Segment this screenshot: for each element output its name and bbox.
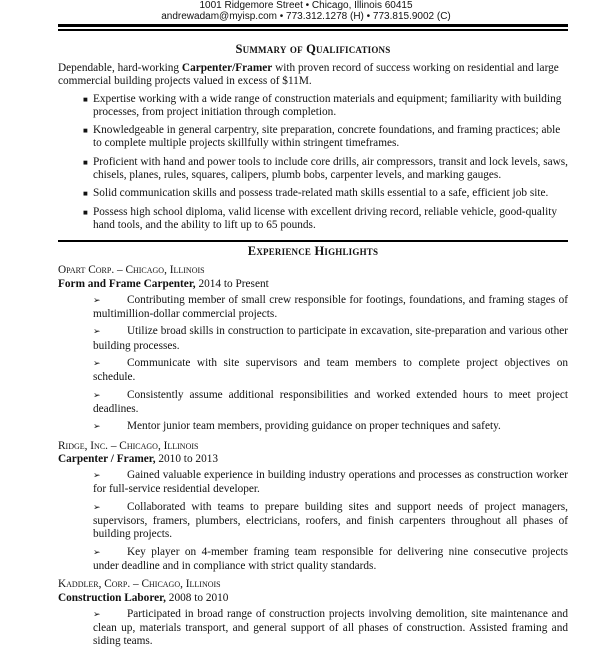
- qualification-item: ■ Proficient with hand and power tools to include core drills, air compressors, transit and lock levels, saws, chisels, planes, rules, squares, calipers, plumb bobs, carpenter levels, and marking gauges.: [83, 155, 568, 182]
- qualification-item: ■ Expertise working with a wide range of construction materials and equipment; familiarity with building processes, from project initiation through completion.: [83, 92, 562, 118]
- arrow-bullet-icon: ➢: [93, 547, 101, 558]
- job-title-line: Form and Frame Carpenter, 2014 to Present: [58, 277, 269, 290]
- job-entry: [58, 264, 568, 434]
- square-bullet-icon: ■: [83, 157, 88, 167]
- duty-item: ➢ Consistently assume additional responsibilities and worked extended hours to meet project deadlines.: [93, 388, 568, 415]
- duty-item: ➢ Participated in broad range of construction projects involving demolition, site maintenance and clean up, materials transport, and general support of all phases of construction. Assisted framing and siding teams.: [93, 607, 568, 648]
- duty-item: ➢ Communicate with site supervisors and team members to complete project objectives on schedule.: [93, 357, 568, 384]
- address: 1001 Ridgemore Street • Chicago, Illinois 60415: [199, 0, 413, 11]
- job-title-line: Construction Laborer, 2008 to 2010: [58, 591, 229, 604]
- arrow-bullet-icon: ➢: [93, 471, 101, 482]
- arrow-bullet-icon: ➢: [93, 502, 101, 513]
- qualification-item: ■ Knowledgeable in general carpentry, site preparation, concrete foundations, and framing practices; able to complete multiple projects skillfully within stringent timeframes.: [83, 124, 561, 150]
- job-duties: [58, 294, 568, 435]
- square-bullet-icon: ■: [83, 207, 88, 217]
- experience-list: [58, 264, 568, 648]
- arrow-bullet-icon: ➢: [93, 609, 101, 620]
- job-title-line: Carpenter / Framer, 2010 to 2013: [58, 452, 219, 465]
- company-line: Ridge, Inc. – Chicago, Illinois: [58, 439, 199, 452]
- arrow-bullet-icon: ➢: [93, 390, 101, 401]
- duty-item: ➢ Key player on 4-member framing team responsible for delivering nine consecutive projects under deadline and in compliance with strict quality standards.: [93, 545, 568, 572]
- summary-heading: Summary of Qualifications: [235, 42, 391, 56]
- qualification-item: ■ Possess high school diploma, valid license with excellent driving record, reliable vehicle, good-quality hand tools, and the ability to lift up to 65 pounds.: [83, 205, 557, 231]
- duty-item: ➢ Collaborated with teams to prepare building sites and support needs of project managers, supervisors, framers, plumbers, electricians, roofers, and finish carpenters throughout all phases of building projects.: [93, 500, 568, 541]
- square-bullet-icon: ■: [83, 189, 88, 199]
- qualifications-list: [58, 93, 568, 233]
- job-duties: [58, 608, 568, 649]
- arrow-bullet-icon: ➢: [93, 327, 101, 338]
- resume-body: [58, 42, 568, 653]
- section-rule: [58, 240, 568, 242]
- job-duties: [58, 469, 568, 573]
- job-entry: [58, 440, 568, 574]
- job-entry: [58, 578, 568, 648]
- company-line: Kaddler, Corp. – Chicago, Illinois: [58, 578, 221, 591]
- experience-heading: Experience Highlights: [247, 244, 379, 259]
- qualification-item: ■ Solid communication skills and possess trade-related math skills essential to a safe, efficient job site.: [83, 187, 549, 200]
- summary-intro: Dependable, hard-working Carpenter/Framer with proven record of success working on residential and large commercial building projects valued in excess of $11M.: [58, 62, 559, 88]
- header-rule-thin: [58, 29, 568, 31]
- square-bullet-icon: ■: [83, 94, 88, 104]
- square-bullet-icon: ■: [83, 126, 88, 136]
- duty-item: ➢ Mentor junior team members, providing guidance on proper techniques and safety.: [93, 420, 568, 434]
- company-line: Opart Corp. – Chicago, Illinois: [58, 264, 205, 277]
- arrow-bullet-icon: ➢: [93, 422, 101, 433]
- contact-line: andrewadam@myisp.com • 773.312.1278 (H) • 773.815.9002 (C): [161, 11, 451, 22]
- duty-item: ➢ Utilize broad skills in construction to participate in excavation, site-preparation and various other building processes.: [93, 325, 568, 352]
- duty-item: ➢ Contributing member of small crew responsible for footings, foundations, and framing stages of multimillion-dollar commercial projects.: [93, 293, 568, 321]
- header-rule-thick: [58, 24, 568, 27]
- arrow-bullet-icon: ➢: [93, 359, 101, 370]
- arrow-bullet-icon: ➢: [93, 295, 101, 306]
- duty-item: ➢ Gained valuable experience in building industry operations and processes as construction worker for full-service residential developer.: [93, 469, 568, 496]
